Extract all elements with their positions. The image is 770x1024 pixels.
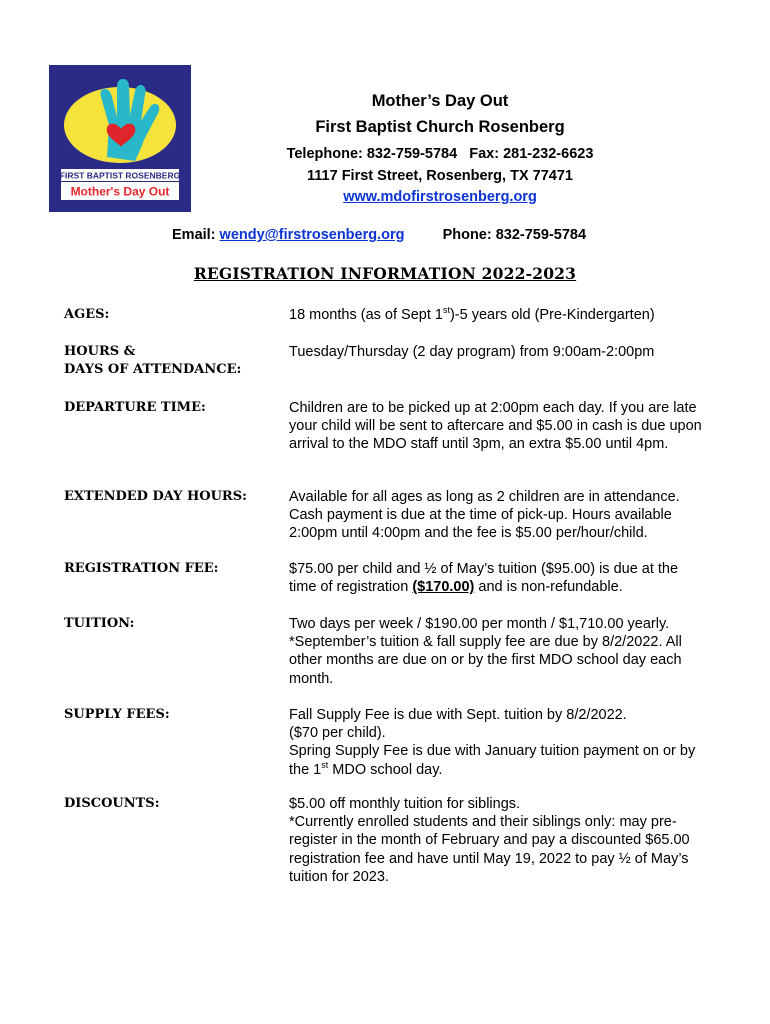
telephone-fax: Telephone: 832-759-5784 Fax: 281-232-6623: [286, 146, 594, 162]
hours-text: Tuesday/Thursday (2 day program) from 9:00am-2:00pm: [289, 344, 655, 360]
supply-label: SUPPLY FEES:: [64, 707, 170, 722]
registration-title: REGISTRATION INFORMATION 2022-2023: [193, 264, 577, 283]
logo-graphic: [49, 65, 191, 212]
address: 1117 First Street, Rosenberg, TX 77471: [307, 167, 573, 184]
phone: Phone: 832-759-5784: [442, 227, 587, 243]
departure-text: Children are to be picked up at 2:00pm each day. If you are late your child will be sent to aftercare and $5.00 in cash is due upon arrival to the MDO staff until 3pm, an extra $5.00 until 4pm.: [289, 400, 702, 453]
website-link[interactable]: www.mdofirstrosenberg.org: [343, 189, 537, 205]
email-phone-row: [172, 227, 586, 243]
registration-amount: ($170.00): [412, 579, 475, 596]
discounts-label: DISCOUNTS:: [64, 796, 160, 811]
mdo-logo: [49, 65, 191, 212]
supply-text: Fall Supply Fee is due with Sept. tuition by 8/2/2022. ($70 per child). Spring Supply Fee is due with January tuition payment on or by the 1st MDO school day.: [289, 707, 696, 778]
extended-text: Available for all ages as long as 2 children are in attendance. Cash payment is due at the time of pick-up. Hours available 2:00pm until 4:00pm and the fee is $5.00 per/hour/child.: [289, 489, 680, 542]
extended-label: EXTENDED DAY HOURS:: [64, 489, 247, 504]
church-name: First Baptist Church Rosenberg: [315, 118, 565, 136]
email-link[interactable]: wendy@firstrosenberg.org: [219, 227, 405, 243]
tuition-label: TUITION:: [64, 616, 135, 631]
departure-label: DEPARTURE TIME:: [64, 400, 206, 415]
email-label: Email:: [172, 227, 216, 243]
hours-label: HOURS & DAYS OF ATTENDANCE:: [64, 344, 242, 377]
registration-text: $75.00 per child and ½ of May’s tuition ($95.00) is due at the time of registration ($170.00) and is non-refundable.: [289, 561, 679, 596]
discounts-text: $5.00 off monthly tuition for siblings. *Currently enrolled students and their siblings only: may pre-register in the month of February and pay a discounted $65.00 registration fee and have until May 19, 2022 to pay ½ of May’s tuition for 2023.: [289, 796, 690, 885]
registration-label: REGISTRATION FEE:: [64, 561, 219, 576]
header: [220, 88, 660, 209]
tuition-text: Two days per week / $190.00 per month / $1,710.00 yearly. *September’s tuition & fall supply fee are due by 8/2/2022. All other months are due on or by the first MDO school day each month.: [289, 616, 682, 687]
ages-label: AGES:: [64, 307, 110, 322]
logo-line1: FIRST BAPTIST ROSENBERG: [59, 170, 181, 181]
program-name: Mother’s Day Out: [371, 92, 509, 110]
ages-text: 18 months (as of Sept 1st)-5 years old (Pre-Kindergarten): [289, 305, 655, 323]
logo-line2: Mother's Day Out: [70, 184, 170, 199]
